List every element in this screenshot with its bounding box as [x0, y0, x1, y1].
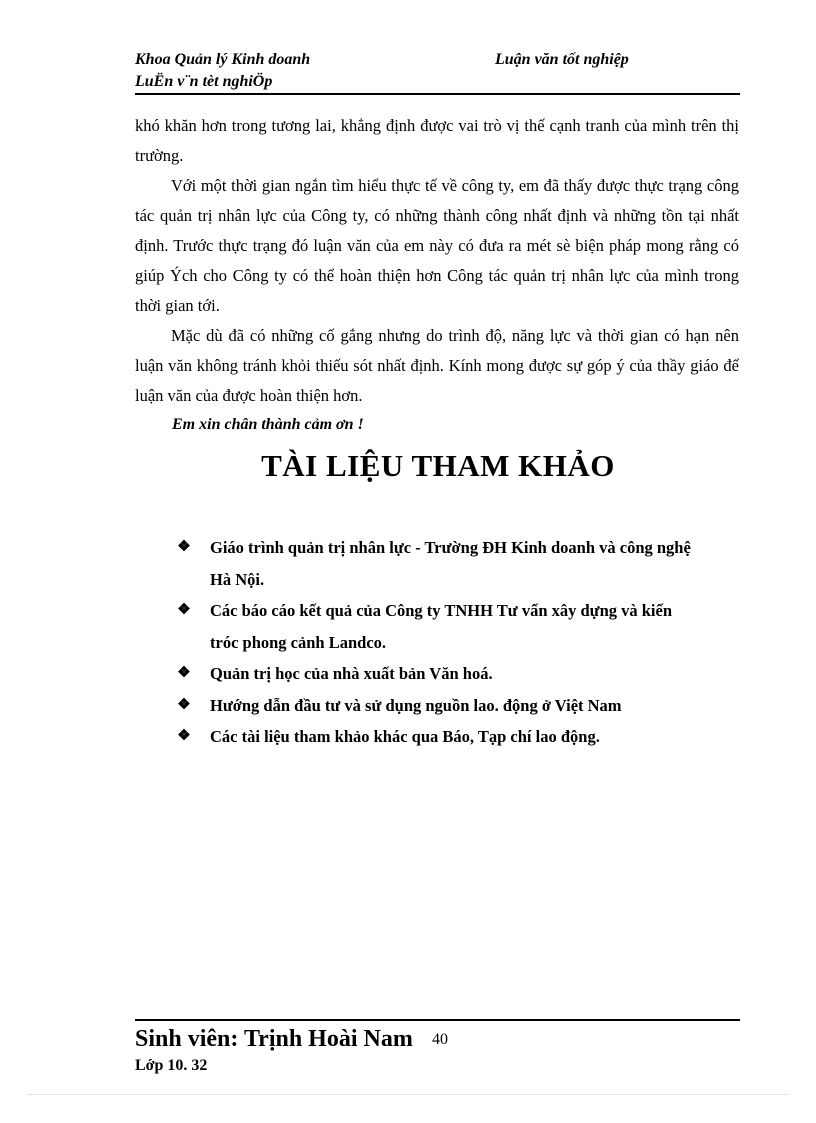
paragraph-1: khó khăn hơn trong tương lai, khẳng định được vai trò vị thế cạnh tranh của mình trên thị trường. [135, 116, 739, 165]
reference-text: Giáo trình quản trị nhân lực - Trường ĐH Kinh doanh và công nghệ Hà Nội. [210, 538, 691, 589]
header-rule [135, 93, 740, 95]
header-thesis: Luận văn tốt nghiệp [495, 51, 629, 68]
body-text [135, 111, 739, 411]
thanks-line: Em xin chân thành cảm ơn ! [172, 416, 364, 433]
header-faculty: Khoa Quản lý Kinh doanh [135, 51, 311, 68]
page-bottom-edge [28, 1094, 788, 1095]
reference-item [174, 595, 704, 658]
reference-text: Các báo cáo kết quả của Công ty TNHH Tư vấn xây dựng và kiến tróc phong cảnh Landco. [210, 601, 673, 652]
reference-item [174, 721, 704, 753]
references-list [174, 532, 704, 753]
header-thesis-garbled: LuËn v¨n tèt nghiÖp [135, 73, 273, 90]
reference-item [174, 532, 704, 595]
paragraph-2: Với một thời gian ngắn tìm hiểu thực tế về công ty, em đã thấy được thực trạng công tác quản trị nhân lực của Công ty, có những thành công nhất định và những tồn tại nhất định. Trước thực trạng đó luận văn của em này có đưa ra mét sè biện pháp mong rằng có giúp Ých cho Công ty có thể hoàn thiện hơn Công tác quản trị nhân lực của mình trong thời gian tới. [135, 176, 739, 315]
footer-rule [135, 1019, 740, 1021]
references-title: TÀI LIỆU THAM KHẢO [261, 448, 615, 483]
reference-item [174, 690, 704, 722]
reference-text: Các tài liệu tham khảo khác qua Báo, Tạp chí lao động. [210, 727, 600, 746]
paragraph-3: Mặc dù đã có những cố gắng nhưng do trình độ, năng lực và thời gian có hạn nên luận văn không tránh khỏi thiếu sót nhất định. Kính mong được sự góp ý của thầy giáo để luận văn của được hoàn thiện hơn. [135, 326, 739, 405]
reference-text: Quản trị học của nhà xuất bản Văn hoá. [210, 664, 493, 683]
diamond-bullet-icon: ❖ [177, 728, 191, 744]
footer-student: Sinh viên: Trịnh Hoài Nam [135, 1026, 413, 1052]
reference-text: Hướng dẫn đầu tư và sử dụng nguồn lao. động ở Việt Nam [210, 695, 622, 715]
diamond-bullet-icon: ❖ [177, 602, 191, 618]
diamond-bullet-icon: ❖ [177, 696, 191, 713]
diamond-bullet-icon: ❖ [177, 539, 191, 555]
page-number: 40 [432, 1031, 448, 1048]
reference-item [174, 658, 704, 690]
diamond-bullet-icon: ❖ [177, 665, 191, 681]
footer-class: Lớp 10. 32 [135, 1057, 208, 1074]
